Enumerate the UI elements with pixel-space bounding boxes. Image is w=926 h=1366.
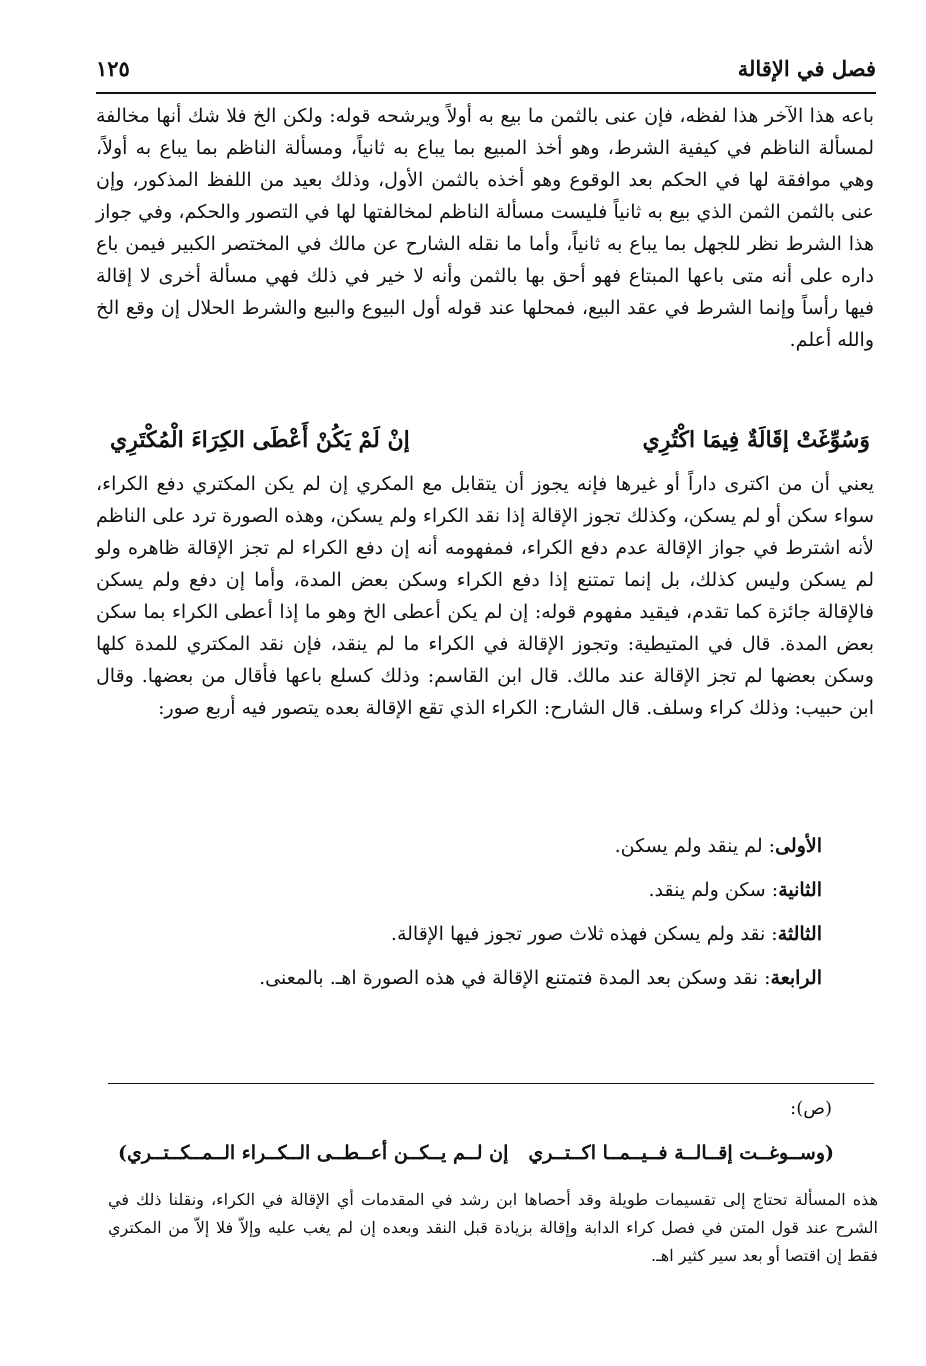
verse-second-hemistich: إنْ لَمْ يَكُنْ أَعْطَى الكِرَاءَ الْمُكْتَرِي bbox=[110, 427, 410, 453]
footnote-marker: (ص): bbox=[790, 1098, 832, 1119]
case-text: نقد وسكن بعد المدة فتمتنع الإقالة في هذه الصورة اهـ. بالمعنى. bbox=[259, 967, 759, 989]
case-item: الأولى: لم ينقد ولم يسكن. bbox=[614, 835, 822, 857]
case-text: نقد ولم يسكن فهذه ثلاث صور تجوز فيها الإقالة. bbox=[390, 923, 766, 945]
header-divider bbox=[96, 92, 876, 94]
case-text: سكن ولم ينقد. bbox=[648, 879, 766, 901]
running-title: فصل في الإقالة bbox=[737, 56, 876, 81]
paragraph-text: باعه هذا الآخر هذا لفظه، فإن عنى بالثمن ما بيع به أولاً ويرشحه قوله: ولكن الخ فلا شك أنها مخالفة لمسألة الناظم في كيفية الشرط، وهو أخذ المبيع بما يباع به ثانياً، ومسألة الناظم بما يباع به أولاً، وهي موافقة لها في الحكم بعد الوقوع وهو أخذه بالثمن الأول، وذلك بعيد من اللفظ المذكور، وإن عنى بالثمن الثمن الذي بيع به ثانياً فليست مسألة الناظم لمخالفتها لها في التصور والحكم، وفي جواز هذا الشرط نظر للجهل بما يباع به ثانياً، وأما ما نقله الشارح عن مالك في المختصر الكبير فيمن باع داره على أنه متى باعها المبتاع فهو أحق بها بالثمن وأنه لا خير في ذلك فهي مسألة أخرى لا إقالة فيها رأساً وإنما الشرط في عقد البيع، فمحلها عند قوله أول البيوع والبيع والشرط الحلال إن وقع الخ والله أعلم. bbox=[96, 105, 874, 351]
case-label: الثانية bbox=[778, 879, 822, 901]
case-label: الأولى bbox=[775, 835, 822, 857]
footnote-verse bbox=[118, 1142, 834, 1176]
footnote-verse-first-hemistich: (وســوغــت إقــالــة فــيــمــا اكــتــري bbox=[528, 1142, 834, 1164]
case-item: الثالثة: نقد ولم يسكن فهذه ثلاث صور تجوز فيها الإقالة. bbox=[390, 923, 822, 945]
case-item: الثانية: سكن ولم ينقد. bbox=[648, 879, 822, 901]
case-item: الرابعة: نقد وسكن بعد المدة فتمتنع الإقالة في هذه الصورة اهـ. بالمعنى. bbox=[259, 967, 822, 989]
case-text: لم ينقد ولم يسكن. bbox=[614, 835, 763, 857]
case-label: الرابعة bbox=[770, 967, 822, 989]
footnote-divider bbox=[108, 1083, 874, 1084]
commentary-text: يعني أن من اكترى داراً أو غيرها فإنه يجوز أن يتقابل مع المكري إن لم يكن المكتري دفع الكراء، سواء سكن أو لم يسكن، وكذلك تجوز الإقالة إذا نقد الكراء ولم يسكن، وهذه الصورة ترد على الناظم لأنه اشترط في جواز الإقالة عدم دفع الكراء، فمفهومه أنه إن دفع الكراء لم تجز الإقالة ظاهره ولو لم يسكن وليس كذلك، بل إنما تمتنع إذا دفع الكراء وسكن بعض المدة، وأما إن دفع ولم يسكن فالإقالة جائزة كما تقدم، فيقيد مفهوم قوله: إن لم يكن أعطى الخ وهو ما إذا أعطى الكراء بما سكن بعض المدة. قال في المتيطية: وتجوز الإقالة في الكراء ما لم ينقد، فإن نقد المكتري للمدة كلها وسكن بعضها لم تجز الإقالة عند مالك. قال ابن القاسم: وذلك كسلع باعها فأقال من بعضها. وقال ابن حبيب: وذلك كراء وسلف. قال الشارح: الكراء الذي تقع الإقالة بعده يتصور فيه أربع صور: bbox=[96, 473, 874, 719]
page-header bbox=[96, 52, 876, 92]
cases-list bbox=[122, 824, 822, 1000]
footnote-text-block bbox=[108, 1186, 878, 1270]
verse-first-hemistich: وَسُوِّغَتْ إقَالَةٌ فِيمَا اكْتُرِي bbox=[642, 427, 870, 453]
main-paragraph bbox=[96, 100, 874, 356]
verse-line bbox=[110, 427, 870, 463]
page-number: ١٢٥ bbox=[96, 56, 130, 81]
footnote-verse-second-hemistich: إن لــم يــكــن أعــطــى الــكــراء الــمــكــتــري) bbox=[118, 1142, 509, 1164]
commentary-paragraph bbox=[96, 468, 874, 724]
footnote-text: هذه المسألة تحتاج إلى تقسيمات طويلة وقد أحصاها ابن رشد في المقدمات أي الإقالة في الكراء، ونقلنا ذلك في الشرح عند قول المتن في فصل كراء الدابة وإقالة بزيادة قبل النقد وبعده إن لم يغب عليه وإلاّ فلا إلاّ من المكتري فقط إن اقتصا أو بعد سير كثير اهـ. bbox=[108, 1190, 878, 1265]
case-label: الثالثة bbox=[777, 923, 822, 945]
